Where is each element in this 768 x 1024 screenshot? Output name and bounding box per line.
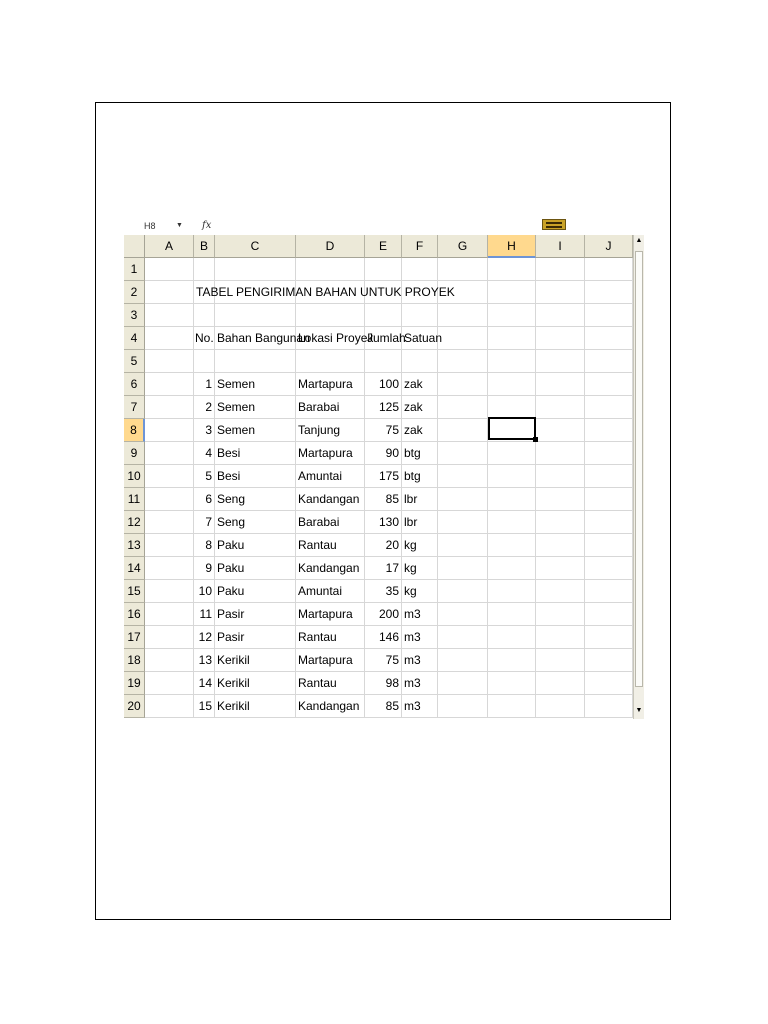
select-all-corner[interactable] bbox=[124, 235, 145, 258]
cell-g13[interactable] bbox=[438, 534, 488, 557]
cell-f5[interactable] bbox=[402, 350, 438, 373]
cell-a15[interactable] bbox=[145, 580, 194, 603]
cell-a7[interactable] bbox=[145, 396, 194, 419]
row-header-18[interactable]: 18 bbox=[124, 649, 145, 672]
cell-f17[interactable]: m3 bbox=[402, 626, 438, 649]
cell-e4[interactable]: Jumlah bbox=[365, 327, 402, 350]
cell-j4[interactable] bbox=[585, 327, 633, 350]
cell-j14[interactable] bbox=[585, 557, 633, 580]
cell-j9[interactable] bbox=[585, 442, 633, 465]
cell-a11[interactable] bbox=[145, 488, 194, 511]
cell-j13[interactable] bbox=[585, 534, 633, 557]
cell-j6[interactable] bbox=[585, 373, 633, 396]
cell-a14[interactable] bbox=[145, 557, 194, 580]
cell-d3[interactable] bbox=[296, 304, 365, 327]
cell-h4[interactable] bbox=[488, 327, 536, 350]
cell-e19[interactable]: 98 bbox=[365, 672, 402, 695]
cell-g10[interactable] bbox=[438, 465, 488, 488]
cell-c16[interactable]: Pasir bbox=[215, 603, 296, 626]
cell-j2[interactable] bbox=[585, 281, 633, 304]
cell-i1[interactable] bbox=[536, 258, 585, 281]
cell-f18[interactable]: m3 bbox=[402, 649, 438, 672]
cell-e6[interactable]: 100 bbox=[365, 373, 402, 396]
cell-e14[interactable]: 17 bbox=[365, 557, 402, 580]
cell-i12[interactable] bbox=[536, 511, 585, 534]
cell-a3[interactable] bbox=[145, 304, 194, 327]
cell-g11[interactable] bbox=[438, 488, 488, 511]
cell-c14[interactable]: Paku bbox=[215, 557, 296, 580]
cell-g17[interactable] bbox=[438, 626, 488, 649]
column-header-d[interactable]: D bbox=[296, 235, 365, 258]
cell-f9[interactable]: btg bbox=[402, 442, 438, 465]
cell-e10[interactable]: 175 bbox=[365, 465, 402, 488]
row-header-15[interactable]: 15 bbox=[124, 580, 145, 603]
cell-c3[interactable] bbox=[215, 304, 296, 327]
cell-f13[interactable]: kg bbox=[402, 534, 438, 557]
cell-b12[interactable]: 7 bbox=[194, 511, 215, 534]
cell-j3[interactable] bbox=[585, 304, 633, 327]
row-header-14[interactable]: 14 bbox=[124, 557, 145, 580]
cell-b3[interactable] bbox=[194, 304, 215, 327]
cell-b2[interactable]: TABEL PENGIRIMAN BAHAN UNTUK PROYEK bbox=[194, 281, 215, 304]
cell-i11[interactable] bbox=[536, 488, 585, 511]
cell-b20[interactable]: 15 bbox=[194, 695, 215, 718]
column-header-a[interactable]: A bbox=[145, 235, 194, 258]
cell-e12[interactable]: 130 bbox=[365, 511, 402, 534]
cell-i10[interactable] bbox=[536, 465, 585, 488]
cell-i17[interactable] bbox=[536, 626, 585, 649]
cell-j17[interactable] bbox=[585, 626, 633, 649]
cell-f20[interactable]: m3 bbox=[402, 695, 438, 718]
cell-e16[interactable]: 200 bbox=[365, 603, 402, 626]
cell-a10[interactable] bbox=[145, 465, 194, 488]
cell-e18[interactable]: 75 bbox=[365, 649, 402, 672]
cell-h2[interactable] bbox=[488, 281, 536, 304]
selected-cell-h8[interactable] bbox=[488, 417, 536, 440]
row-header-1[interactable]: 1 bbox=[124, 258, 145, 281]
cell-g20[interactable] bbox=[438, 695, 488, 718]
cell-e17[interactable]: 146 bbox=[365, 626, 402, 649]
cell-h1[interactable] bbox=[488, 258, 536, 281]
cell-d7[interactable]: Barabai bbox=[296, 396, 365, 419]
cell-e15[interactable]: 35 bbox=[365, 580, 402, 603]
cell-h16[interactable] bbox=[488, 603, 536, 626]
cell-i8[interactable] bbox=[536, 419, 585, 442]
column-header-b[interactable]: B bbox=[194, 235, 215, 258]
cell-i15[interactable] bbox=[536, 580, 585, 603]
cell-i4[interactable] bbox=[536, 327, 585, 350]
cell-f19[interactable]: m3 bbox=[402, 672, 438, 695]
cell-c6[interactable]: Semen bbox=[215, 373, 296, 396]
cell-f1[interactable] bbox=[402, 258, 438, 281]
cell-e3[interactable] bbox=[365, 304, 402, 327]
cell-f3[interactable] bbox=[402, 304, 438, 327]
cell-b19[interactable]: 14 bbox=[194, 672, 215, 695]
cell-i18[interactable] bbox=[536, 649, 585, 672]
cell-j16[interactable] bbox=[585, 603, 633, 626]
cell-j15[interactable] bbox=[585, 580, 633, 603]
cell-g4[interactable] bbox=[438, 327, 488, 350]
cell-b18[interactable]: 13 bbox=[194, 649, 215, 672]
cell-c9[interactable]: Besi bbox=[215, 442, 296, 465]
scroll-thumb[interactable] bbox=[635, 251, 643, 687]
function-icon[interactable]: fx bbox=[202, 220, 212, 231]
cell-a20[interactable] bbox=[145, 695, 194, 718]
cell-j8[interactable] bbox=[585, 419, 633, 442]
cell-f11[interactable]: lbr bbox=[402, 488, 438, 511]
row-header-8[interactable]: 8 bbox=[124, 419, 145, 442]
cell-d13[interactable]: Rantau bbox=[296, 534, 365, 557]
scroll-down-arrow-icon[interactable]: ▼ bbox=[635, 707, 643, 714]
dropdown-arrow-icon[interactable]: ▼ bbox=[176, 222, 183, 229]
cell-h11[interactable] bbox=[488, 488, 536, 511]
cell-b16[interactable]: 11 bbox=[194, 603, 215, 626]
cell-j1[interactable] bbox=[585, 258, 633, 281]
cell-i9[interactable] bbox=[536, 442, 585, 465]
cell-h7[interactable] bbox=[488, 396, 536, 419]
cell-h15[interactable] bbox=[488, 580, 536, 603]
cell-i6[interactable] bbox=[536, 373, 585, 396]
cell-c10[interactable]: Besi bbox=[215, 465, 296, 488]
cell-d14[interactable]: Kandangan bbox=[296, 557, 365, 580]
column-header-i[interactable]: I bbox=[536, 235, 585, 258]
cell-c15[interactable]: Paku bbox=[215, 580, 296, 603]
cell-b1[interactable] bbox=[194, 258, 215, 281]
cell-i2[interactable] bbox=[536, 281, 585, 304]
cell-g3[interactable] bbox=[438, 304, 488, 327]
cell-b9[interactable]: 4 bbox=[194, 442, 215, 465]
cell-f4[interactable]: Satuan bbox=[402, 327, 438, 350]
row-header-7[interactable]: 7 bbox=[124, 396, 145, 419]
spreadsheet-grid bbox=[124, 235, 644, 719]
cell-g19[interactable] bbox=[438, 672, 488, 695]
cell-a19[interactable] bbox=[145, 672, 194, 695]
cell-d10[interactable]: Amuntai bbox=[296, 465, 365, 488]
row-header-3[interactable]: 3 bbox=[124, 304, 145, 327]
cell-g12[interactable] bbox=[438, 511, 488, 534]
cell-e13[interactable]: 20 bbox=[365, 534, 402, 557]
cell-f14[interactable]: kg bbox=[402, 557, 438, 580]
cell-f6[interactable]: zak bbox=[402, 373, 438, 396]
vertical-scrollbar[interactable] bbox=[633, 235, 644, 719]
cell-a6[interactable] bbox=[145, 373, 194, 396]
cell-d8[interactable]: Tanjung bbox=[296, 419, 365, 442]
cell-a17[interactable] bbox=[145, 626, 194, 649]
cell-b14[interactable]: 9 bbox=[194, 557, 215, 580]
cell-d15[interactable]: Amuntai bbox=[296, 580, 365, 603]
row-header-17[interactable]: 17 bbox=[124, 626, 145, 649]
cell-d9[interactable]: Martapura bbox=[296, 442, 365, 465]
cell-c11[interactable]: Seng bbox=[215, 488, 296, 511]
cell-g14[interactable] bbox=[438, 557, 488, 580]
cell-d6[interactable]: Martapura bbox=[296, 373, 365, 396]
cell-a16[interactable] bbox=[145, 603, 194, 626]
cell-g1[interactable] bbox=[438, 258, 488, 281]
cell-h12[interactable] bbox=[488, 511, 536, 534]
column-header-g[interactable]: G bbox=[438, 235, 488, 258]
cell-i19[interactable] bbox=[536, 672, 585, 695]
cell-b8[interactable]: 3 bbox=[194, 419, 215, 442]
cell-d5[interactable] bbox=[296, 350, 365, 373]
cell-i5[interactable] bbox=[536, 350, 585, 373]
column-header-f[interactable]: F bbox=[402, 235, 438, 258]
cell-a2[interactable] bbox=[145, 281, 194, 304]
cell-d1[interactable] bbox=[296, 258, 365, 281]
row-header-13[interactable]: 13 bbox=[124, 534, 145, 557]
cell-h9[interactable] bbox=[488, 442, 536, 465]
cell-f7[interactable]: zak bbox=[402, 396, 438, 419]
cell-f8[interactable]: zak bbox=[402, 419, 438, 442]
cell-c4[interactable]: Bahan Bangunan bbox=[215, 327, 296, 350]
row-header-19[interactable]: 19 bbox=[124, 672, 145, 695]
cell-b5[interactable] bbox=[194, 350, 215, 373]
cell-a1[interactable] bbox=[145, 258, 194, 281]
cell-c5[interactable] bbox=[215, 350, 296, 373]
cell-a8[interactable] bbox=[145, 419, 194, 442]
cell-h14[interactable] bbox=[488, 557, 536, 580]
cell-i7[interactable] bbox=[536, 396, 585, 419]
cell-c1[interactable] bbox=[215, 258, 296, 281]
name-box[interactable]: H8 bbox=[144, 221, 156, 231]
formula-bar bbox=[124, 219, 644, 235]
row-header-2[interactable]: 2 bbox=[124, 281, 145, 304]
cell-c19[interactable]: Kerikil bbox=[215, 672, 296, 695]
cell-g6[interactable] bbox=[438, 373, 488, 396]
cell-j11[interactable] bbox=[585, 488, 633, 511]
cell-j10[interactable] bbox=[585, 465, 633, 488]
row-header-5[interactable]: 5 bbox=[124, 350, 145, 373]
cell-b7[interactable]: 2 bbox=[194, 396, 215, 419]
cell-f15[interactable]: kg bbox=[402, 580, 438, 603]
cell-j19[interactable] bbox=[585, 672, 633, 695]
cell-h17[interactable] bbox=[488, 626, 536, 649]
cell-d20[interactable]: Kandangan bbox=[296, 695, 365, 718]
cell-e8[interactable]: 75 bbox=[365, 419, 402, 442]
cell-b15[interactable]: 10 bbox=[194, 580, 215, 603]
cell-h6[interactable] bbox=[488, 373, 536, 396]
cell-b17[interactable]: 12 bbox=[194, 626, 215, 649]
cell-a9[interactable] bbox=[145, 442, 194, 465]
cell-j18[interactable] bbox=[585, 649, 633, 672]
cell-b10[interactable]: 5 bbox=[194, 465, 215, 488]
cell-d11[interactable]: Kandangan bbox=[296, 488, 365, 511]
row-header-16[interactable]: 16 bbox=[124, 603, 145, 626]
column-header-h[interactable]: H bbox=[488, 235, 536, 258]
cell-c8[interactable]: Semen bbox=[215, 419, 296, 442]
cell-c7[interactable]: Semen bbox=[215, 396, 296, 419]
cell-d4[interactable]: Lokasi Proyek bbox=[296, 327, 365, 350]
row-header-10[interactable]: 10 bbox=[124, 465, 145, 488]
cell-f12[interactable]: lbr bbox=[402, 511, 438, 534]
cell-j7[interactable] bbox=[585, 396, 633, 419]
cell-c12[interactable]: Seng bbox=[215, 511, 296, 534]
cell-b13[interactable]: 8 bbox=[194, 534, 215, 557]
cell-b6[interactable]: 1 bbox=[194, 373, 215, 396]
cell-h13[interactable] bbox=[488, 534, 536, 557]
cell-c20[interactable]: Kerikil bbox=[215, 695, 296, 718]
cell-a4[interactable] bbox=[145, 327, 194, 350]
cell-f16[interactable]: m3 bbox=[402, 603, 438, 626]
row-header-9[interactable]: 9 bbox=[124, 442, 145, 465]
cell-j20[interactable] bbox=[585, 695, 633, 718]
cell-i13[interactable] bbox=[536, 534, 585, 557]
cell-e7[interactable]: 125 bbox=[365, 396, 402, 419]
cell-d17[interactable]: Rantau bbox=[296, 626, 365, 649]
row-header-4[interactable]: 4 bbox=[124, 327, 145, 350]
cell-a12[interactable] bbox=[145, 511, 194, 534]
cell-a5[interactable] bbox=[145, 350, 194, 373]
cell-d16[interactable]: Martapura bbox=[296, 603, 365, 626]
cell-c18[interactable]: Kerikil bbox=[215, 649, 296, 672]
cell-i20[interactable] bbox=[536, 695, 585, 718]
cell-j5[interactable] bbox=[585, 350, 633, 373]
cell-g7[interactable] bbox=[438, 396, 488, 419]
cell-j12[interactable] bbox=[585, 511, 633, 534]
cell-g5[interactable] bbox=[438, 350, 488, 373]
cell-h5[interactable] bbox=[488, 350, 536, 373]
row-header-12[interactable]: 12 bbox=[124, 511, 145, 534]
cell-g18[interactable] bbox=[438, 649, 488, 672]
cell-e5[interactable] bbox=[365, 350, 402, 373]
cell-d18[interactable]: Martapura bbox=[296, 649, 365, 672]
row-header-11[interactable]: 11 bbox=[124, 488, 145, 511]
cell-h19[interactable] bbox=[488, 672, 536, 695]
cell-b11[interactable]: 6 bbox=[194, 488, 215, 511]
cell-a18[interactable] bbox=[145, 649, 194, 672]
cell-a13[interactable] bbox=[145, 534, 194, 557]
cell-h18[interactable] bbox=[488, 649, 536, 672]
cell-b4[interactable]: No. bbox=[194, 327, 215, 350]
cell-g8[interactable] bbox=[438, 419, 488, 442]
cell-i3[interactable] bbox=[536, 304, 585, 327]
cell-i16[interactable] bbox=[536, 603, 585, 626]
fill-handle[interactable] bbox=[533, 437, 538, 442]
cell-d19[interactable]: Rantau bbox=[296, 672, 365, 695]
cell-g16[interactable] bbox=[438, 603, 488, 626]
row-header-6[interactable]: 6 bbox=[124, 373, 145, 396]
cell-e9[interactable]: 90 bbox=[365, 442, 402, 465]
cell-h10[interactable] bbox=[488, 465, 536, 488]
cell-e1[interactable] bbox=[365, 258, 402, 281]
cell-h20[interactable] bbox=[488, 695, 536, 718]
cell-h3[interactable] bbox=[488, 304, 536, 327]
cell-g15[interactable] bbox=[438, 580, 488, 603]
cell-c17[interactable]: Pasir bbox=[215, 626, 296, 649]
column-header-row bbox=[124, 235, 644, 258]
cell-e20[interactable]: 85 bbox=[365, 695, 402, 718]
cell-f10[interactable]: btg bbox=[402, 465, 438, 488]
column-header-e[interactable]: E bbox=[365, 235, 402, 258]
scroll-up-arrow-icon[interactable]: ▲ bbox=[635, 237, 643, 244]
column-header-c[interactable]: C bbox=[215, 235, 296, 258]
cell-g9[interactable] bbox=[438, 442, 488, 465]
cell-d12[interactable]: Barabai bbox=[296, 511, 365, 534]
cell-i14[interactable] bbox=[536, 557, 585, 580]
column-header-j[interactable]: J bbox=[585, 235, 633, 258]
cell-e11[interactable]: 85 bbox=[365, 488, 402, 511]
row-header-20[interactable]: 20 bbox=[124, 695, 145, 718]
cell-c13[interactable]: Paku bbox=[215, 534, 296, 557]
toolbar-icon[interactable] bbox=[542, 219, 566, 230]
